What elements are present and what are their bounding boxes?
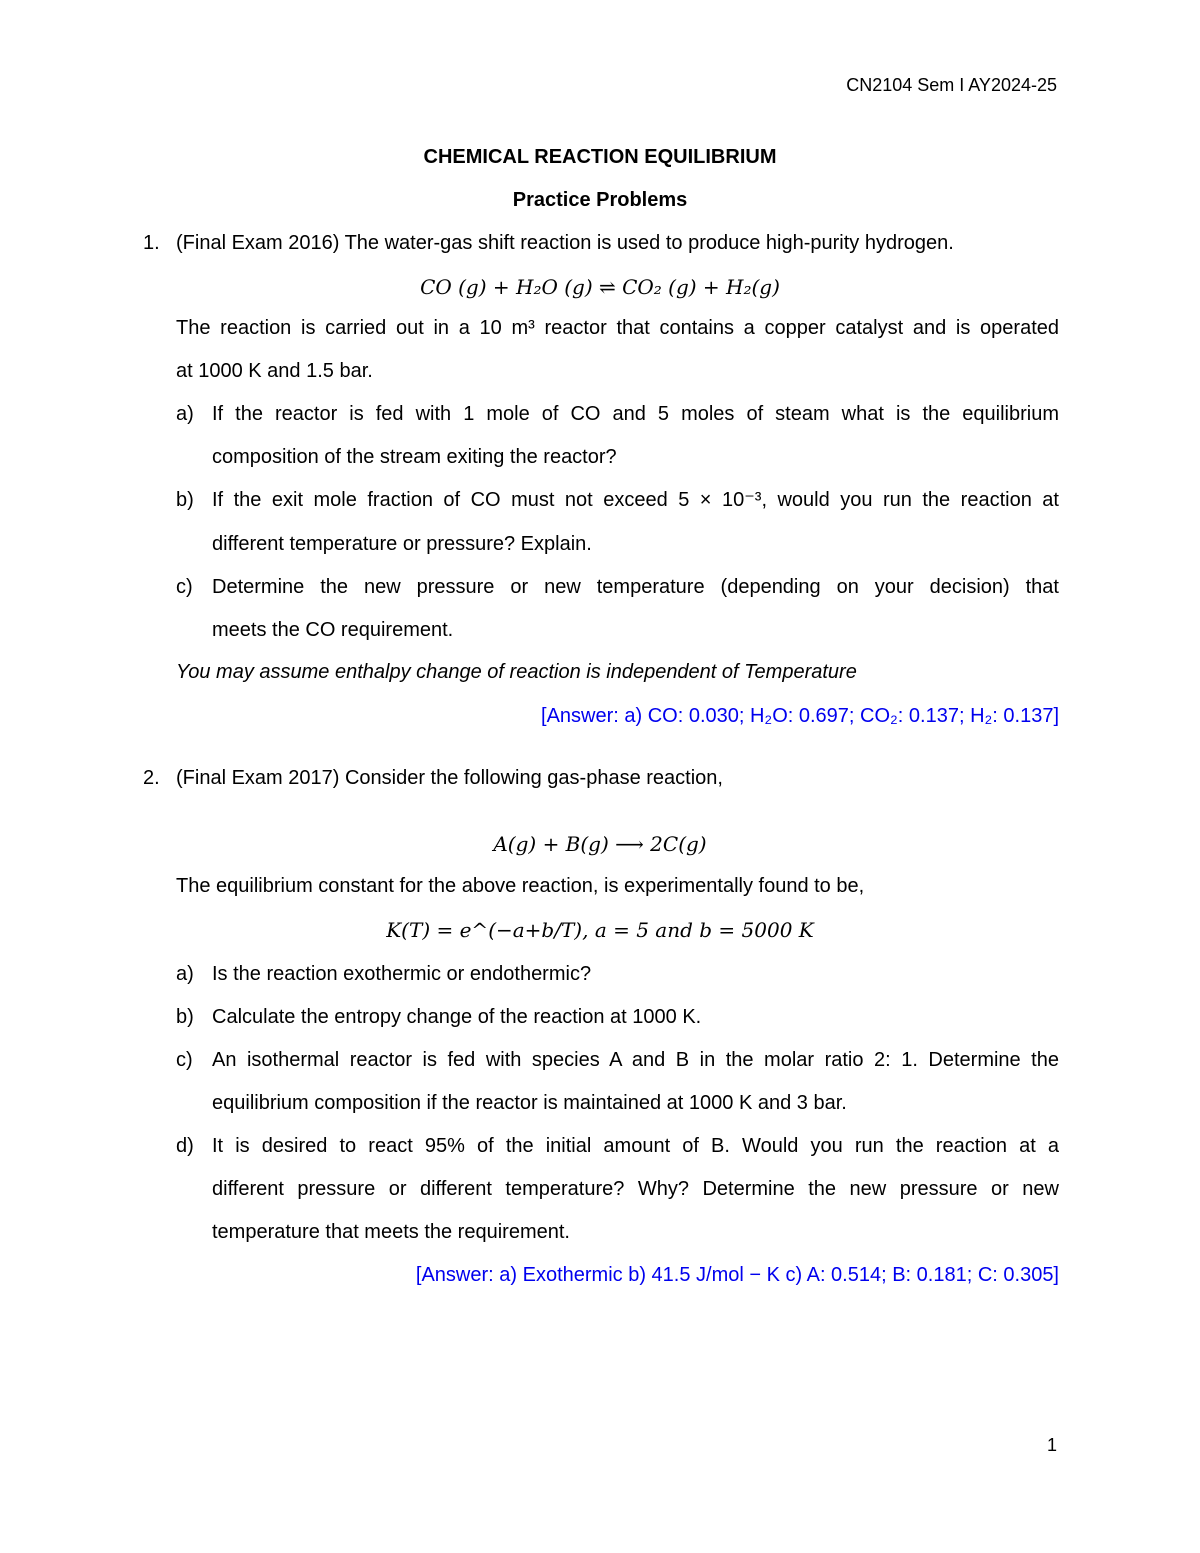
problem-2a-label: a) <box>176 963 194 985</box>
problem-1b-label: b) <box>176 489 194 511</box>
problem-2b-line-1: Calculate the entropy change of the reaction at 1000 K. <box>212 1006 702 1028</box>
problem-1c-label: c) <box>176 576 193 598</box>
problem-1-equation: CO (g) + H₂O (g) ⇌ CO₂ (g) + H₂(g) <box>420 275 780 299</box>
course-header: CN2104 Sem I AY2024-25 <box>846 75 1057 95</box>
problem-2c-label: c) <box>176 1049 193 1071</box>
page-title: CHEMICAL REACTION EQUILIBRIUM <box>423 146 777 168</box>
problem-2d-label: d) <box>176 1135 194 1157</box>
problem-2-number: 2. <box>143 767 160 789</box>
problem-2c-line-2: equilibrium composition if the reactor is maintained at 1000 K and 3 bar. <box>212 1092 847 1114</box>
problem-1b-line-2: different temperature or pressure? Explain. <box>212 533 592 555</box>
problem-2-intro: (Final Exam 2017) Consider the following gas-phase reaction, <box>176 767 723 789</box>
problem-2-desc: The equilibrium constant for the above reaction, is experimentally found to be, <box>176 875 865 897</box>
problem-1-desc-line-1: The reaction is carried out in a 10 m³ reactor that contains a copper catalyst and is operated <box>176 317 1059 339</box>
page-number: 1 <box>1046 1435 1057 1455</box>
problem-1-answer: [Answer: a) CO: 0.030; H₂O: 0.697; CO₂: 0.137; H₂: 0.137] <box>541 705 1059 727</box>
problem-1c-line-2: meets the CO requirement. <box>212 619 454 641</box>
problem-2-answer: [Answer: a) Exothermic b) 41.5 J/mol − K c) A: 0.514; B: 0.181; C: 0.305] <box>415 1264 1059 1286</box>
problem-2d-line-1: It is desired to react 95% of the initial amount of B. Would you run the reaction at a <box>212 1135 1059 1157</box>
problem-2a-line-1: Is the reaction exothermic or endothermic? <box>212 963 592 985</box>
problem-1a-line-2: composition of the stream exiting the reactor? <box>212 446 617 468</box>
page-subtitle: Practice Problems <box>512 189 688 211</box>
problem-1-number: 1. <box>143 232 160 254</box>
problem-2d-line-2: different pressure or different temperature? Why? Determine the new pressure or new <box>212 1178 1059 1200</box>
problem-1-intro: (Final Exam 2016) The water-gas shift reaction is used to produce high-purity hydrogen. <box>176 232 954 254</box>
problem-1a-line-1: If the reactor is fed with 1 mole of CO and 5 moles of steam what is the equilibrium <box>212 403 1059 425</box>
problem-1-desc-line-2: at 1000 K and 1.5 bar. <box>176 360 373 382</box>
problem-2c-line-1: An isothermal reactor is fed with species A and B in the molar ratio 2: 1. Determine the <box>212 1049 1059 1071</box>
problem-2-k-equation: K(T) = e^(−a+b/T), a = 5 and b = 5000 K <box>386 918 814 942</box>
problem-1c-line-1: Determine the new pressure or new temperature (depending on your decision) that <box>212 576 1059 598</box>
problem-1b-line-1: If the exit mole fraction of CO must not exceed 5 × 10⁻³, would you run the reaction at <box>212 489 1059 511</box>
problem-1-note: You may assume enthalpy change of reaction is independent of Temperature <box>176 661 857 683</box>
problem-2b-label: b) <box>176 1006 194 1028</box>
problem-2d-line-3: temperature that meets the requirement. <box>212 1221 570 1243</box>
problem-2-equation: A(g) + B(g) ⟶ 2C(g) <box>493 832 707 856</box>
problem-1a-label: a) <box>176 403 194 425</box>
